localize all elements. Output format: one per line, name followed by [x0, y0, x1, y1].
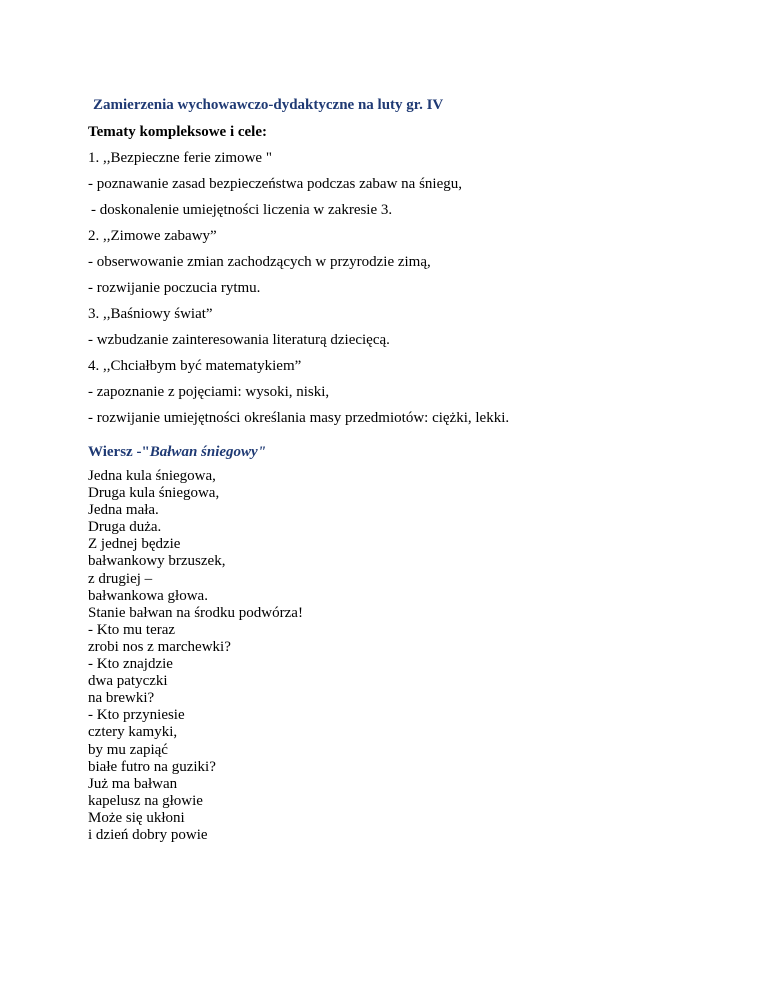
- poem-line: Stanie bałwan na środku podwórza!: [88, 604, 303, 621]
- poem-line: Z jednej będzie: [88, 536, 181, 553]
- poem-line: Może się ukłoni: [88, 809, 185, 826]
- plan-goal: - poznawanie zasad bezpieczeństwa podczas zabaw na śniegu,: [88, 176, 462, 192]
- plan-section: [88, 124, 728, 436]
- document-title: Zamierzenia wychowawczo-dydaktyczne na luty gr. IV: [93, 97, 444, 113]
- poem-line: i dzień dobry powie: [88, 826, 208, 843]
- poem-line: - Kto mu teraz: [88, 621, 176, 638]
- poem-line: bałwankowa głowa.: [88, 587, 208, 604]
- poem-line: Już ma bałwan: [88, 775, 178, 792]
- plan-topic: 1. ,,Bezpieczne ferie zimowe ": [88, 150, 272, 166]
- poem-body: [88, 468, 303, 844]
- plan-goal: - doskonalenie umiejętności liczenia w zakresie 3.: [91, 202, 393, 218]
- poem-line: dwa patyczki: [88, 673, 168, 690]
- poem-line: bałwankowy brzuszek,: [88, 553, 226, 570]
- poem-line: - Kto znajdzie: [88, 656, 173, 673]
- poem-label: Wiersz -": [88, 444, 150, 460]
- plan-goal: - wzbudzanie zainteresowania literaturą dziecięcą.: [88, 332, 390, 348]
- poem-line: Druga duża.: [88, 519, 162, 536]
- poem-line: kapelusz na głowie: [88, 792, 203, 809]
- plan-goal: - rozwijanie poczucia rytmu.: [88, 280, 261, 296]
- plan-goal: - rozwijanie umiejętności określania masy przedmiotów: ciężki, lekki.: [88, 410, 510, 426]
- poem-line: Jedna mała.: [88, 502, 159, 519]
- poem-heading: [88, 444, 266, 461]
- poem-title: Bałwan śniegowy": [149, 444, 267, 460]
- poem-line: - Kto przyniesie: [88, 707, 185, 724]
- poem-line: by mu zapiąć: [88, 741, 168, 758]
- poem-line: na brewki?: [88, 690, 155, 707]
- plan-topic: 3. ,,Baśniowy świat”: [88, 306, 213, 322]
- plan-subheading: Tematy kompleksowe i cele:: [88, 124, 268, 140]
- plan-goal: - zapoznanie z pojęciami: wysoki, niski,: [88, 384, 330, 400]
- plan-goal: - obserwowanie zmian zachodzących w przyrodzie zimą,: [88, 254, 431, 270]
- plan-topic: 4. ,,Chciałbym być matematykiem”: [88, 358, 302, 374]
- poem-line: białe futro na guziki?: [88, 758, 216, 775]
- poem-line: cztery kamyki,: [88, 724, 178, 741]
- poem-line: Druga kula śniegowa,: [88, 485, 220, 502]
- poem-line: zrobi nos z marchewki?: [88, 638, 231, 655]
- poem-line: z drugiej –: [88, 570, 153, 587]
- plan-topic: 2. ,,Zimowe zabawy”: [88, 228, 217, 244]
- poem-line: Jedna kula śniegowa,: [88, 468, 216, 484]
